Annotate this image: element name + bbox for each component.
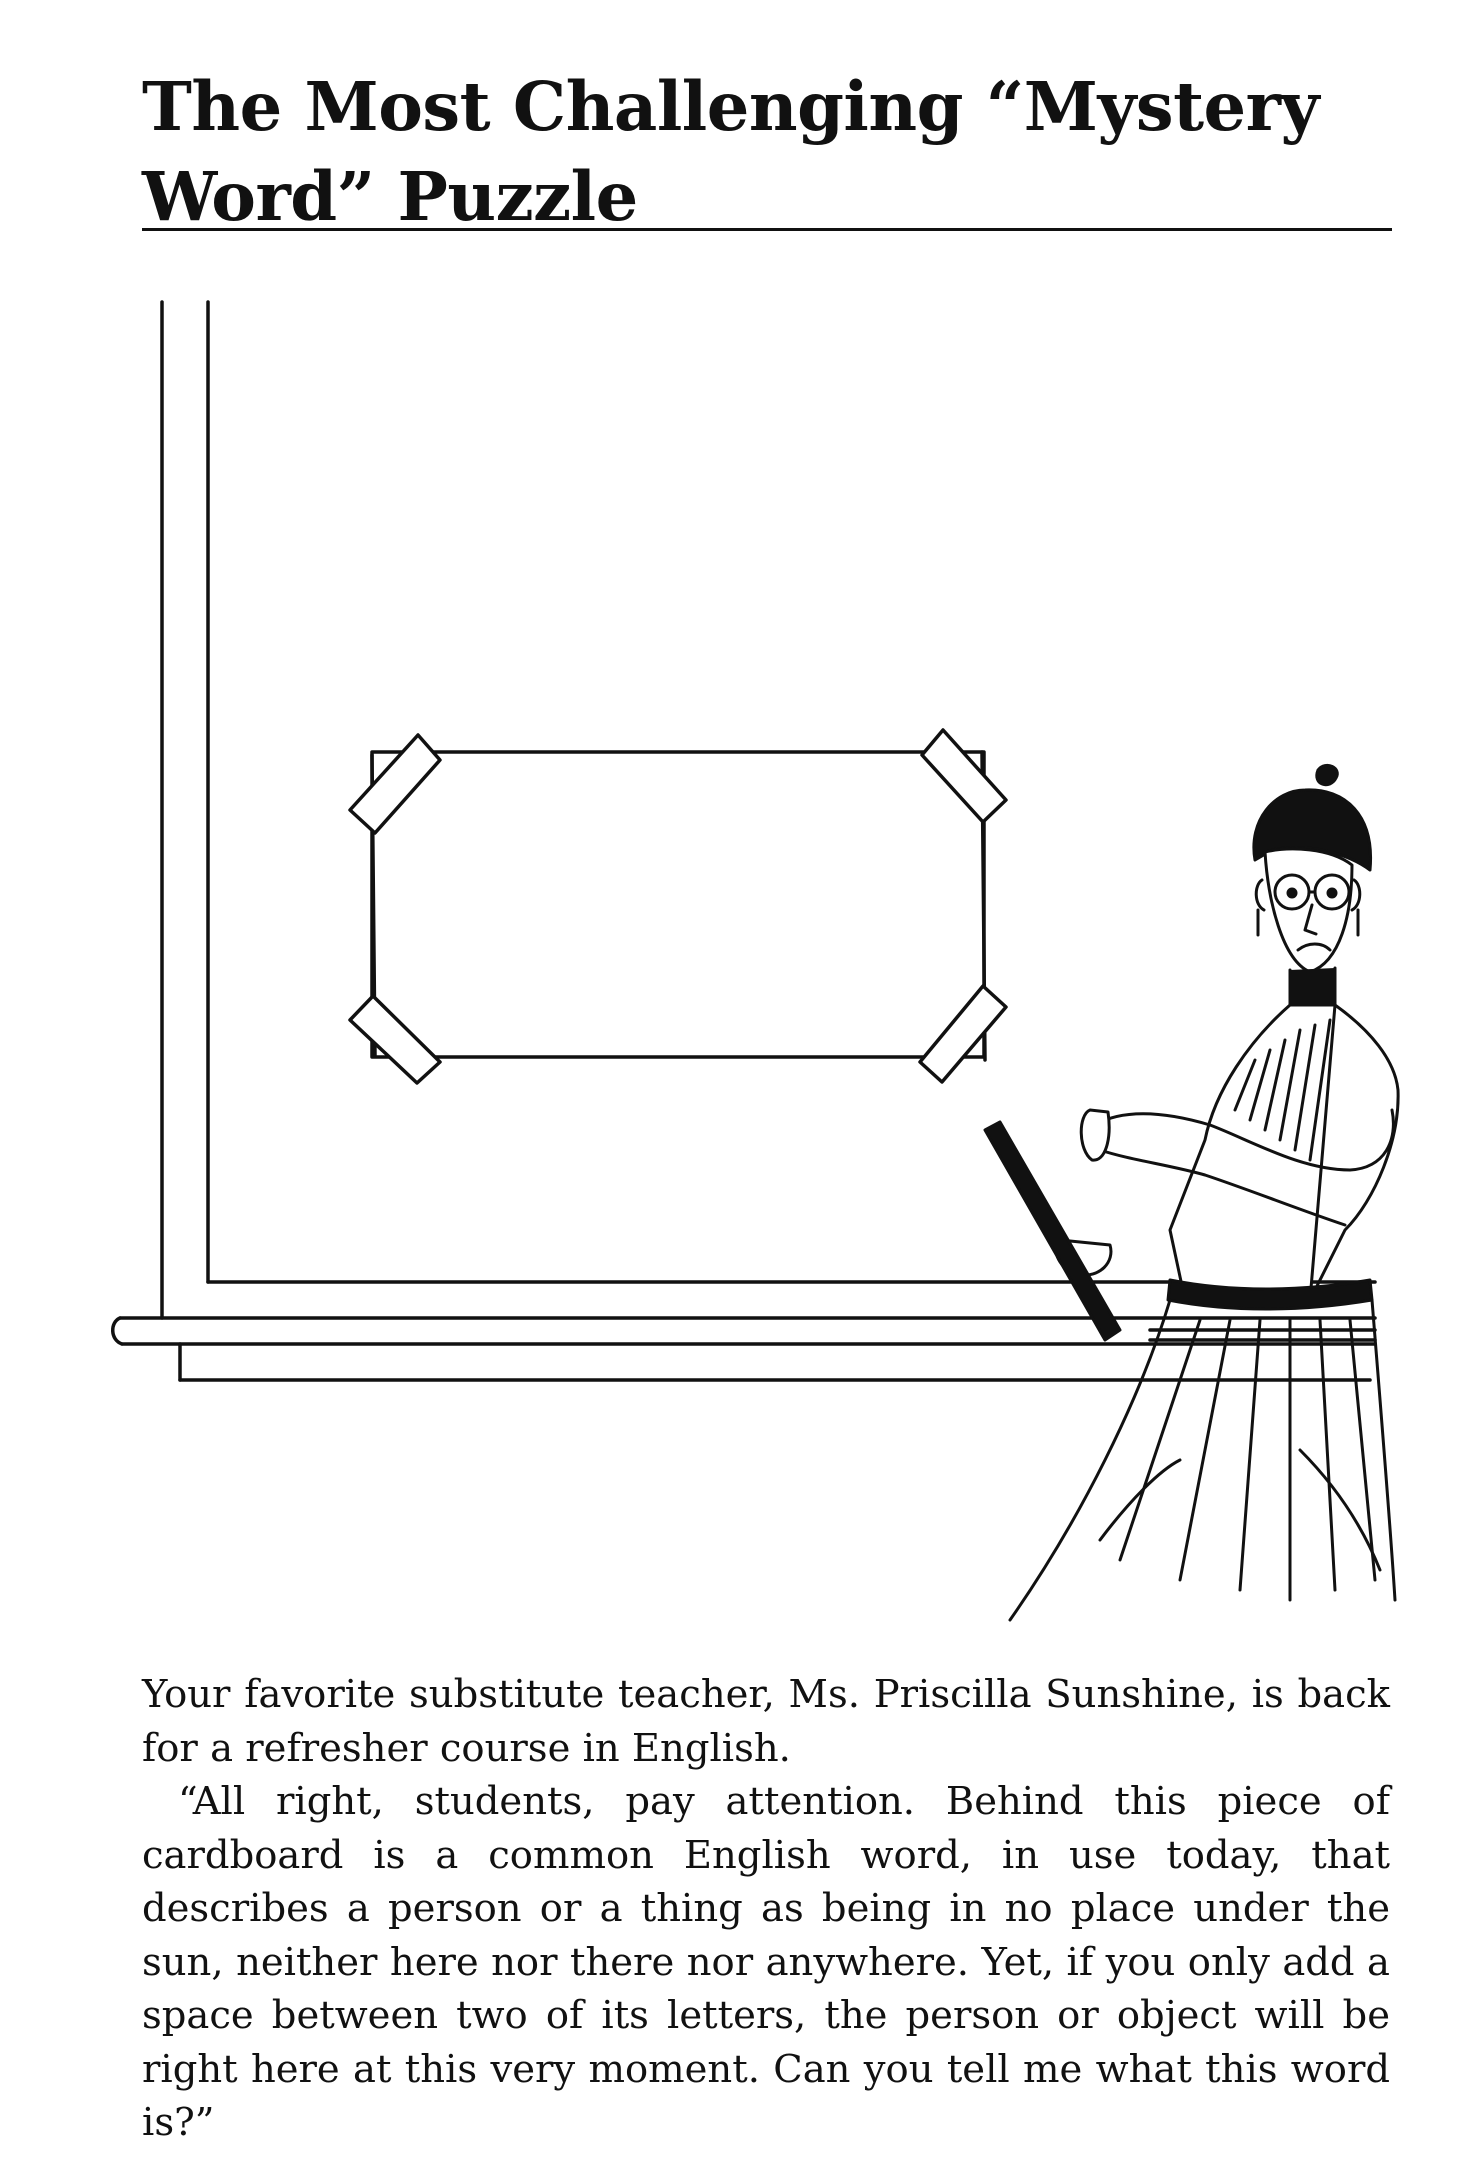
puzzle-text (142, 1668, 1390, 2150)
teacher-figure (985, 765, 1398, 1620)
cardboard-card (372, 752, 985, 1060)
intro-paragraph: Your favorite substitute teacher, Ms. Priscilla Sunshine, is back for a refresher course in English. (142, 1672, 1390, 1771)
puzzle-paragraph: “All right, students, pay attention. Behind this piece of cardboard is a common English word, in use today, that describes a person or a thing as being in no place under the sun, neither here nor there nor anywhere. Yet, if you only add a space between two of its letters, the person or object will be right here at this very moment. Can you tell me what this word is?” (142, 1779, 1390, 2145)
page-title: The Most Challenging “Mystery Word” Puzzle (142, 67, 1319, 236)
chalk-tray (113, 1318, 1375, 1380)
